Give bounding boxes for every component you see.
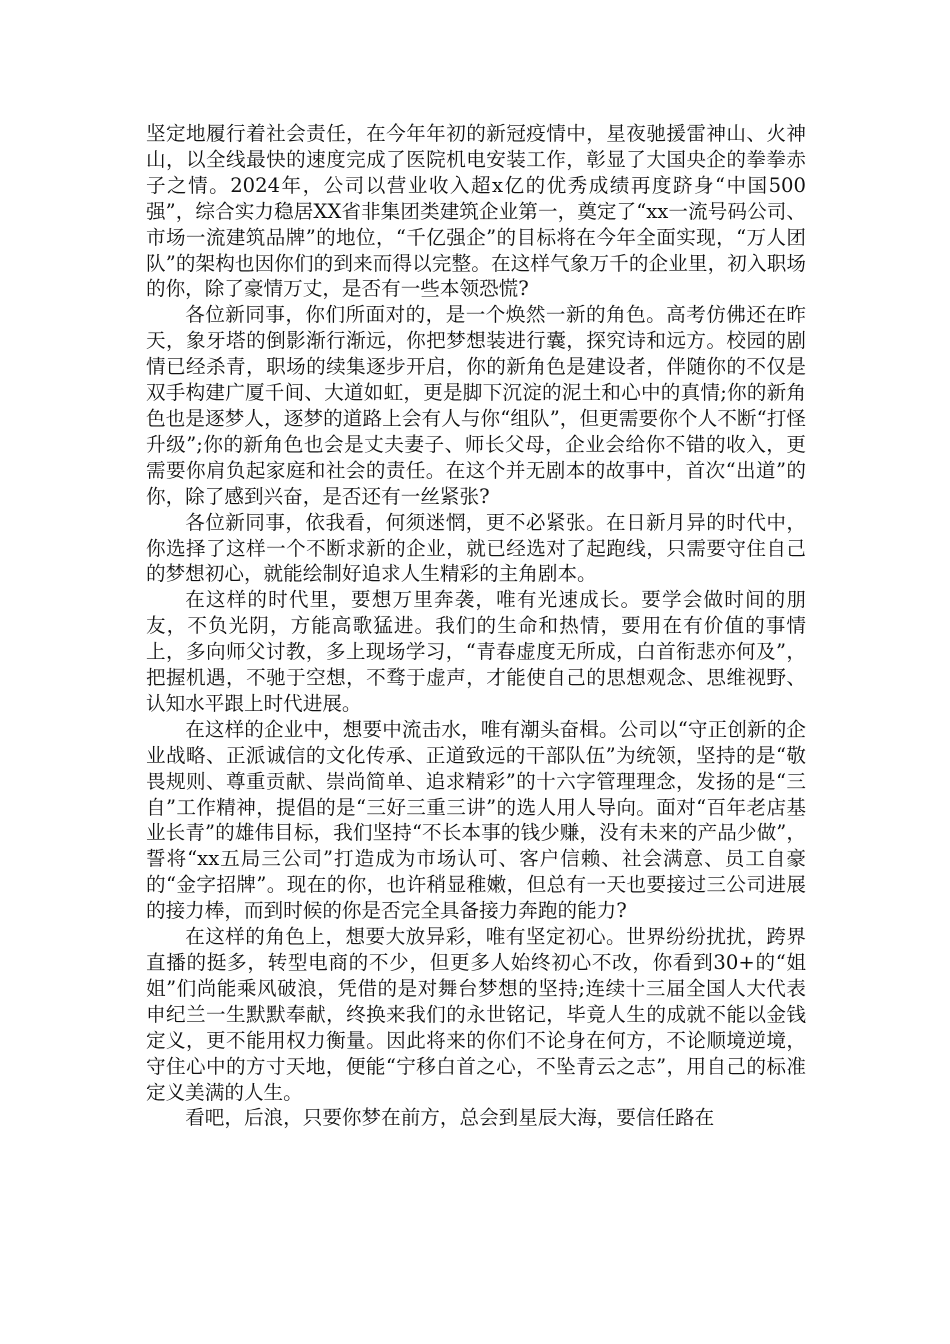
paragraph-original-aspiration: 在这样的角色上，想要大放异彩，唯有坚定初心。世界纷纷扰扰，跨界直播的挺多，转型电商的不少，但更多人始终初心不改，你看到30+的“姐姐”们尚能乘风破浪，凭借的是对舞台梦想的坚持;连续十三届全国人大代表申纪兰一生默默奉献，终换来我们的永世铭记，毕竟人生的成就不能以金钱定义，更不能用权力衡量。因此将来的你们不论身在何方，不论顺境逆境，守住心中的方寸天地，便能“宁移白首之心，不坠青云之志”，用自己的标准定义美满的人生。 xyxy=(146,925,806,1104)
paragraph-no-confusion: 各位新同事，依我看，何须迷惘，更不必紧张。在日新月异的时代中，你选择了这样一个不断求新的企业，就已经选对了起跑线，只需要守住自己的梦想初心，就能绘制好追求人生精彩的主角剧本。 xyxy=(146,510,806,586)
paragraph-new-role: 各位新同事，你们所面对的，是一个焕然一新的角色。高考仿佛还在昨天，象牙塔的倒影渐行渐远，你把梦想装进行囊，探究诗和远方。校园的剧情已经杀青，职场的续集逐步开启，你的新角色是建设者，伴随你的不仅是双手构建广厦千间、大道如虹，更是脚下沉淀的泥土和心中的真情;你的新角色也是逐梦人，逐梦的道路上会有人与你“组队”，但更需要你个人不断“打怪升级”;你的新角色也会是丈夫妻子、师长父母，企业会给你不错的收入，更需要你肩负起家庭和社会的责任。在这个并无剧本的故事中，首次“出道”的你，除了感到兴奋，是否还有一丝紧张? xyxy=(146,303,806,508)
paragraph-enterprise-values: 在这样的企业中，想要中流击水，唯有潮头奋楫。公司以“守正创新的企业战略、正派诚信的文化传承、正道致远的干部队伍”为统领，坚持的是“敬畏规则、尊重贡献、崇尚简单、追求精彩”的十六字管理理念，发扬的是“三自”工作精神，提倡的是“三好三重三讲”的选人用人导向。面对“百年老店基业长青”的雄伟目标，我们坚持“不长本事的钱少赚，没有未来的产品少做”，誓将“xx五局三公司”打造成为市场认可、客户信赖、社会满意、员工自豪的“金字招牌”。现在的你，也许稍显稚嫩，但总有一天也要接过三公司进展的接力棒，而到时候的你是否完全具备接力奔跑的能力? xyxy=(146,717,806,923)
paragraph-social-responsibility: 坚定地履行着社会责任，在今年年初的新冠疫情中，星夜驰援雷神山、火神山，以全线最快的速度完成了医院机电安装工作，彰显了大国央企的拳拳赤子之情。2024年，公司以营业收入超x亿的优秀成绩再度跻身“中国500强”，综合实力稳居XX省非集团类建筑企业第一，奠定了“xx一流号码公司、市场一流建筑品牌”的地位，“千亿强企”的目标将在今年全面实现，“万人团队”的架构也因你们的到来而得以完整。在这样气象万千的企业里，初入职场的你，除了豪情万丈，是否有一些本领恐慌? xyxy=(146,122,806,301)
document-page xyxy=(146,121,806,1131)
paragraph-fast-growth: 在这样的时代里，要想万里奔袭，唯有光速成长。要学会做时间的朋友，不负光阴，方能高歌猛进。我们的生命和热情，要用在有价值的事情上，多向师父讨教，多上现场学习，“青春虚度无所成，白首衔悲亦何及”，把握机遇，不驰于空想，不骛于虚声，才能使自己的思想观念、思维视野、认知水平跟上时代进展。 xyxy=(146,588,806,715)
paragraph-closing: 看吧，后浪，只要你梦在前方，总会到星辰大海，要信任路在 xyxy=(185,1106,715,1130)
